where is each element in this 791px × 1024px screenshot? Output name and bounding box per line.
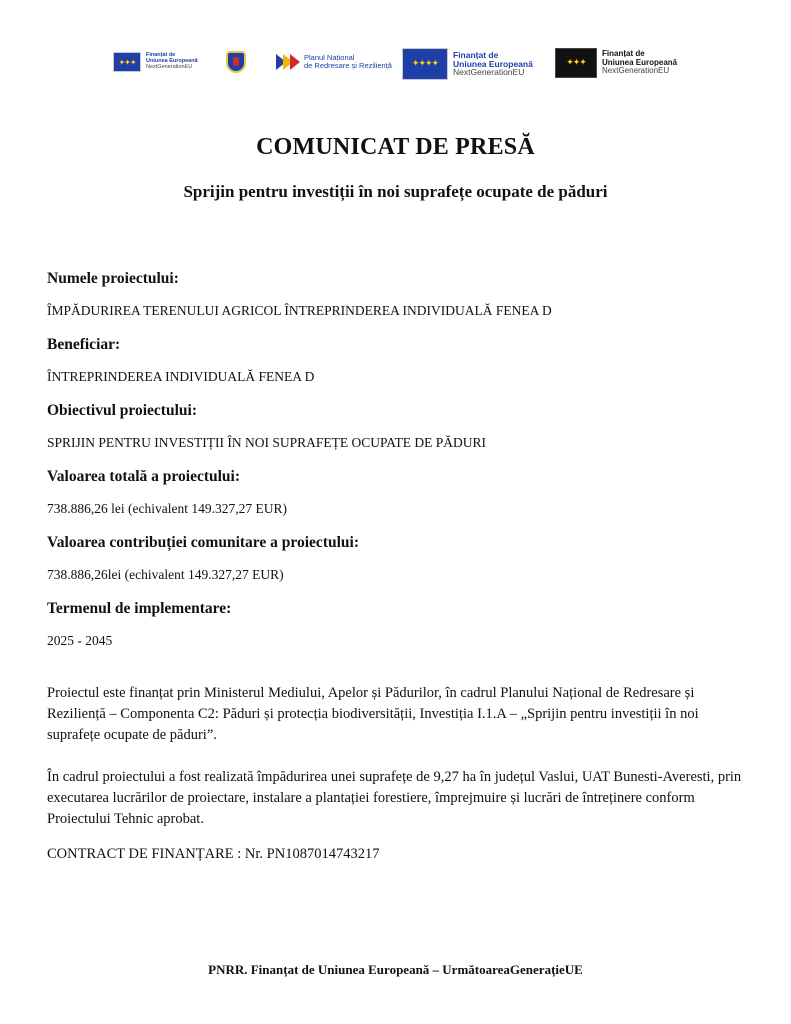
government-crest-logo: [226, 51, 246, 73]
project-description-paragraph: În cadrul proiectului a fost realizată împădurirea unei suprafețe de 9,27 ha în județul Vaslui, UAT Bunesti-Averesti, prin executarea lucrărilor de proiectare, instalare a plantației forestiere, împrejmuire și lucrări de întreținere conform Proiectului Tehnic aprobat.: [47, 769, 742, 827]
contract-number: CONTRACT DE FINANȚARE : Nr. PN1087014743217: [47, 846, 380, 862]
beneficiary-label: Beneficiar:: [47, 336, 121, 353]
eu-contribution-value: 738.886,26lei (echivalent 149.327,27 EUR): [47, 567, 284, 582]
eu-blue-line2: Uniunea Europeană: [453, 58, 533, 69]
eu-contribution-label: Valoarea contribuției comunitare a proiectului:: [47, 534, 359, 551]
eu-small-line3: NextGenerationEU: [146, 63, 193, 70]
eu-dark-line1: Finanțat de: [602, 49, 645, 59]
pnrr-line2: de Redresare și Reziliență: [304, 61, 392, 71]
eu-flag-icon: ✦✦✦: [113, 52, 141, 72]
objective-value: SPRIJIN PENTRU INVESTIȚII ÎN NOI SUPRAFEȚE OCUPATE DE PĂDURI: [47, 435, 487, 450]
pnrr-line1: Planul Național: [304, 53, 355, 62]
page-footer: PNRR. Finanțat de Uniunea Europeană – UrmătoareaGenerațieUE: [208, 962, 583, 977]
eu-small-line1: Finanțat de: [146, 52, 176, 59]
objective-label: Obiectivul proiectului:: [47, 402, 197, 419]
eu-logo-blue: [402, 48, 533, 80]
funding-paragraph: Proiectul este finanțat prin Ministerul Mediului, Apelor și Pădurilor, în cadrul Planului Național de Redresare și Reziliență – Componenta C2: Păduri și protecția biodiversității, Investiția I.1.A – „Sprijin pentru investiții în noi suprafețe ocupate de păduri”.: [47, 685, 699, 743]
eu-dark-line2: Uniunea Europeană: [602, 57, 678, 67]
eu-blue-line3: NextGenerationEU: [453, 67, 525, 78]
total-value-value: 738.886,26 lei (echivalent 149.327,27 EUR): [47, 501, 287, 516]
eu-flag-icon: ✦✦✦✦: [402, 48, 448, 80]
page-subtitle: Sprijin pentru investiții în noi suprafețe ocupate de păduri: [183, 182, 608, 201]
eu-blue-line1: Finanțat de: [453, 49, 499, 60]
eu-flag-icon: ✦✦✦: [555, 48, 597, 78]
eu-logo-dark: [555, 48, 677, 78]
crest-icon: [226, 51, 246, 73]
page-title: COMUNICAT DE PRESĂ: [256, 134, 535, 160]
beneficiary-value: ÎNTREPRINDEREA INDIVIDUALĂ FENEA D: [47, 369, 315, 384]
project-name-label: Numele proiectului:: [47, 270, 179, 287]
eu-logo-small: [113, 52, 198, 72]
pnrr-arrow-icon: [276, 54, 300, 70]
implementation-period-value: 2025 - 2045: [47, 633, 113, 648]
pnrr-logo: [276, 54, 392, 71]
header-logos: [0, 46, 791, 86]
eu-small-line2: Uniunea Europeană: [146, 58, 198, 65]
project-details: [47, 270, 757, 666]
implementation-period-label: Termenul de implementare:: [47, 600, 232, 617]
eu-dark-line3: NextGenerationEU: [602, 66, 670, 76]
total-value-label: Valoarea totală a proiectului:: [47, 468, 241, 485]
project-name-value: ÎMPĂDURIREA TERENULUI AGRICOL ÎNTREPRINDEREA INDIVIDUALĂ FENEA D: [47, 303, 552, 318]
